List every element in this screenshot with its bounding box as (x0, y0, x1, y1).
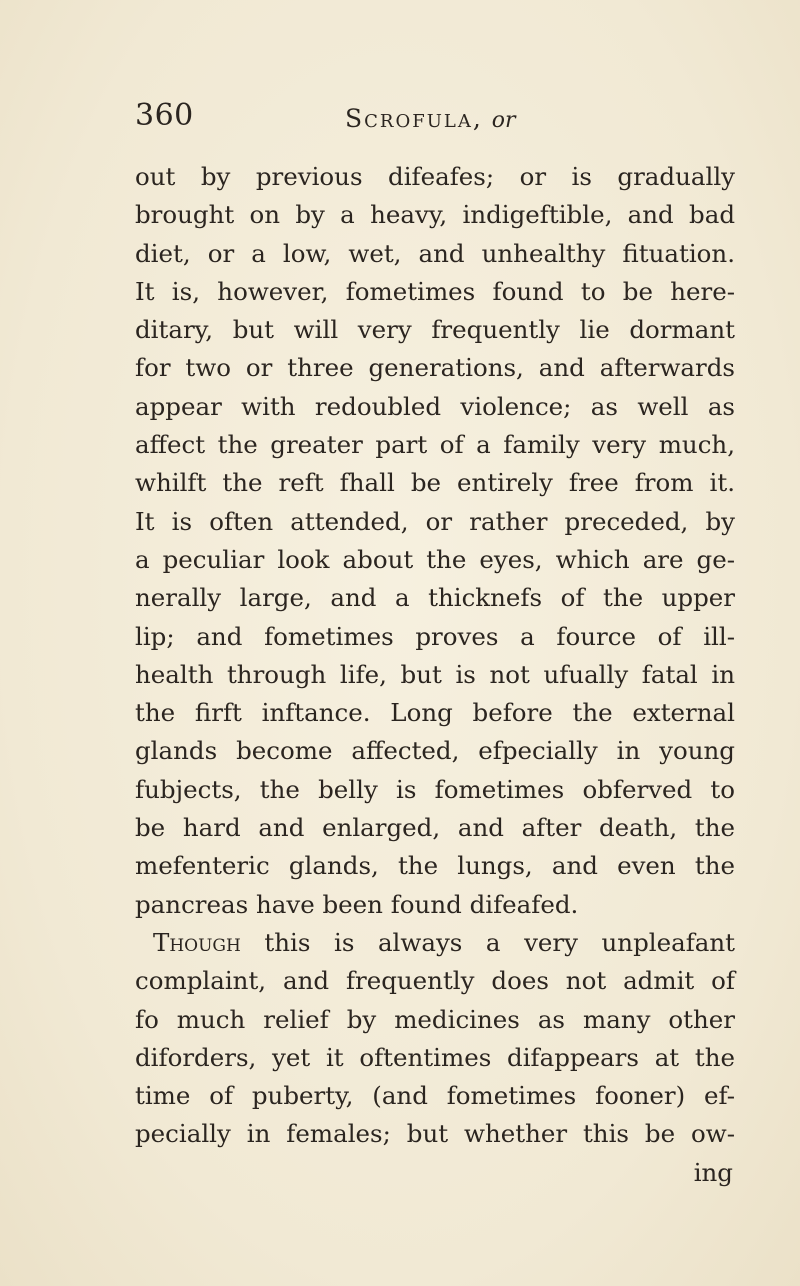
running-title-italic: or (491, 108, 516, 133)
text-line: for two or three generations, and afterwards (135, 353, 735, 383)
text-line: brought on by a heavy, indigeftible, and bad (135, 200, 735, 230)
paragraph-start-line (135, 924, 735, 962)
text-line: nerally large, and a thicknefs of the upper (135, 583, 735, 613)
text-line: It is, however, fometimes found to be here- (135, 276, 735, 306)
body-text (135, 158, 735, 1192)
running-title (345, 104, 516, 133)
text-line: complaint, and frequently does not admit of (135, 966, 735, 996)
text-line: diet, or a low, wet, and unhealthy fituation. (135, 238, 735, 268)
paragraph-end-line: pancreas have been found difeafed. (135, 889, 579, 919)
text-line: fubjects, the belly is fometimes obferved to (135, 774, 735, 804)
page-number: 360 (135, 98, 194, 133)
text-line: the firft inftance. Long before the external (135, 698, 735, 728)
text-line: pecially in females; but whether this be ow- (135, 1119, 735, 1149)
paragraph-first-line-rest: this is always a very unpleafant (264, 927, 736, 957)
catchword: ing (693, 1157, 733, 1187)
text-line: It is often attended, or rather preceded, by (135, 506, 735, 536)
text-line: health through life, but is not ufually fatal in (135, 659, 735, 689)
text-line: diforders, yet it oftentimes difappears at the (135, 1042, 735, 1072)
running-title-main: Scrofula, (345, 104, 483, 133)
text-line: affect the greater part of a family very much, (135, 430, 735, 460)
text-line: appear with redoubled violence; as well as (135, 391, 735, 421)
text-line: out by previous difeafes; or is gradually (135, 162, 735, 191)
text-line: a peculiar look about the eyes, which are ge- (135, 544, 735, 574)
text-line: whilft the reft fhall be entirely free from it. (135, 468, 735, 498)
text-line: lip; and fometimes proves a fource of ill- (135, 621, 735, 651)
text-line: ditary, but will very frequently lie dormant (135, 315, 735, 345)
running-header (135, 98, 695, 148)
paragraph-lead-word: Though (153, 927, 241, 957)
text-line: be hard and enlarged, and after death, the (135, 813, 735, 843)
text-line: fo much relief by medicines as many other (135, 1004, 735, 1034)
text-line: mefenteric glands, the lungs, and even the (135, 851, 735, 881)
text-line: time of puberty, (and fometimes fooner) ef- (135, 1081, 735, 1111)
text-line: glands become affected, efpecially in young (135, 736, 735, 766)
